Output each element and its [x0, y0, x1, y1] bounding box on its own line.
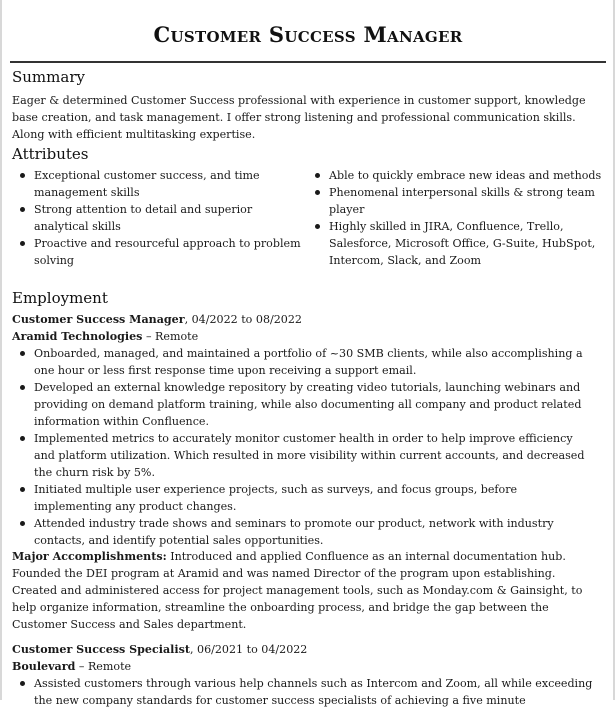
- job-dates: , 06/2021 to 04/2022: [189, 643, 308, 656]
- attribute-item: Proactive and resourceful approach to problem solving: [12, 235, 308, 269]
- attribute-item: Exceptional customer success, and time management skills: [12, 167, 308, 201]
- attributes-left-list: [12, 167, 308, 269]
- attribute-item: Highly skilled in JIRA, Confluence, Trello, Salesforce, Microsoft Office, G-Suite, HubSpot, Intercom, Slack, and Zoom: [307, 218, 603, 269]
- accomplishments-text: Introduced and applied Confluence as an internal documentation hub. Founded the DEI program at Aramid and was named Director of the program upon establishing. Created and administered access for project management tools, such as Monday.com & Gainsight, to help organize information, streamline the onboarding process, and bridge the gap between the Customer Success and Sales department.: [12, 550, 583, 631]
- attribute-item: Able to quickly embrace new ideas and methods: [307, 167, 603, 184]
- attributes-heading: Attributes: [12, 145, 89, 163]
- job-title: Customer Success Manager: [12, 313, 185, 326]
- employment-heading: Employment: [12, 289, 108, 307]
- summary-text: Eager & determined Customer Success professional with experience in customer support, knowledge base creation, and task management. I offer strong listening and professional communication skills. Along with efficient multitasking expertise.: [12, 94, 586, 141]
- job-location: – Remote: [75, 660, 132, 673]
- title-divider: [10, 61, 606, 63]
- major-accomplishments: [12, 548, 604, 633]
- job-location: – Remote: [142, 330, 199, 343]
- job-bullet: Developed an external knowledge repository by creating video tutorials, launching webinars and providing on demand platform training, while also documenting all company and product related information within Confluence.: [12, 379, 594, 430]
- job-company: Boulevard: [12, 660, 76, 673]
- job-bullets: [12, 345, 594, 549]
- job-bullet: Onboarded, managed, and maintained a portfolio of ~30 SMB clients, while also accomplishing a one hour or less first response time upon receiving a support email.: [12, 345, 594, 379]
- job-company-line: [12, 328, 198, 345]
- summary-heading: Summary: [12, 68, 85, 86]
- accomplishments-label: Major Accomplishments:: [12, 550, 167, 563]
- job-bullet: Initiated multiple user experience projects, such as surveys, and focus groups, before implementing any product changes.: [12, 481, 594, 515]
- page-edge-left: [0, 0, 2, 700]
- job-dates: , 04/2022 to 08/2022: [184, 313, 302, 326]
- job-title-line: [12, 641, 307, 658]
- resume-title: Customer Success Manager: [153, 22, 463, 47]
- attribute-item: Phenomenal interpersonal skills & strong team player: [307, 184, 603, 218]
- page-edge-right: [613, 0, 615, 700]
- job-bullets: [12, 675, 594, 709]
- job-bullet: Attended industry trade shows and seminars to promote our product, network with industry contacts, and identify potential sales opportunities.: [12, 515, 594, 549]
- job-company: Aramid Technologies: [12, 330, 143, 343]
- job-company-line: [12, 658, 131, 675]
- job-bullet: Implemented metrics to accurately monitor customer health in order to help improve efficiency and platform utilization. Which resulted in more visibility within current accounts, and decreased the churn risk by 5%.: [12, 430, 594, 481]
- job-bullet: Assisted customers through various help channels such as Intercom and Zoom, all while exceeding the new company standards for customer success specialists of achieving a five minute: [12, 675, 594, 709]
- attribute-item: Strong attention to detail and superior analytical skills: [12, 201, 308, 235]
- attributes-right-list: [307, 167, 603, 269]
- job-title: Customer Success Specialist: [12, 643, 190, 656]
- job-title-line: [12, 311, 302, 328]
